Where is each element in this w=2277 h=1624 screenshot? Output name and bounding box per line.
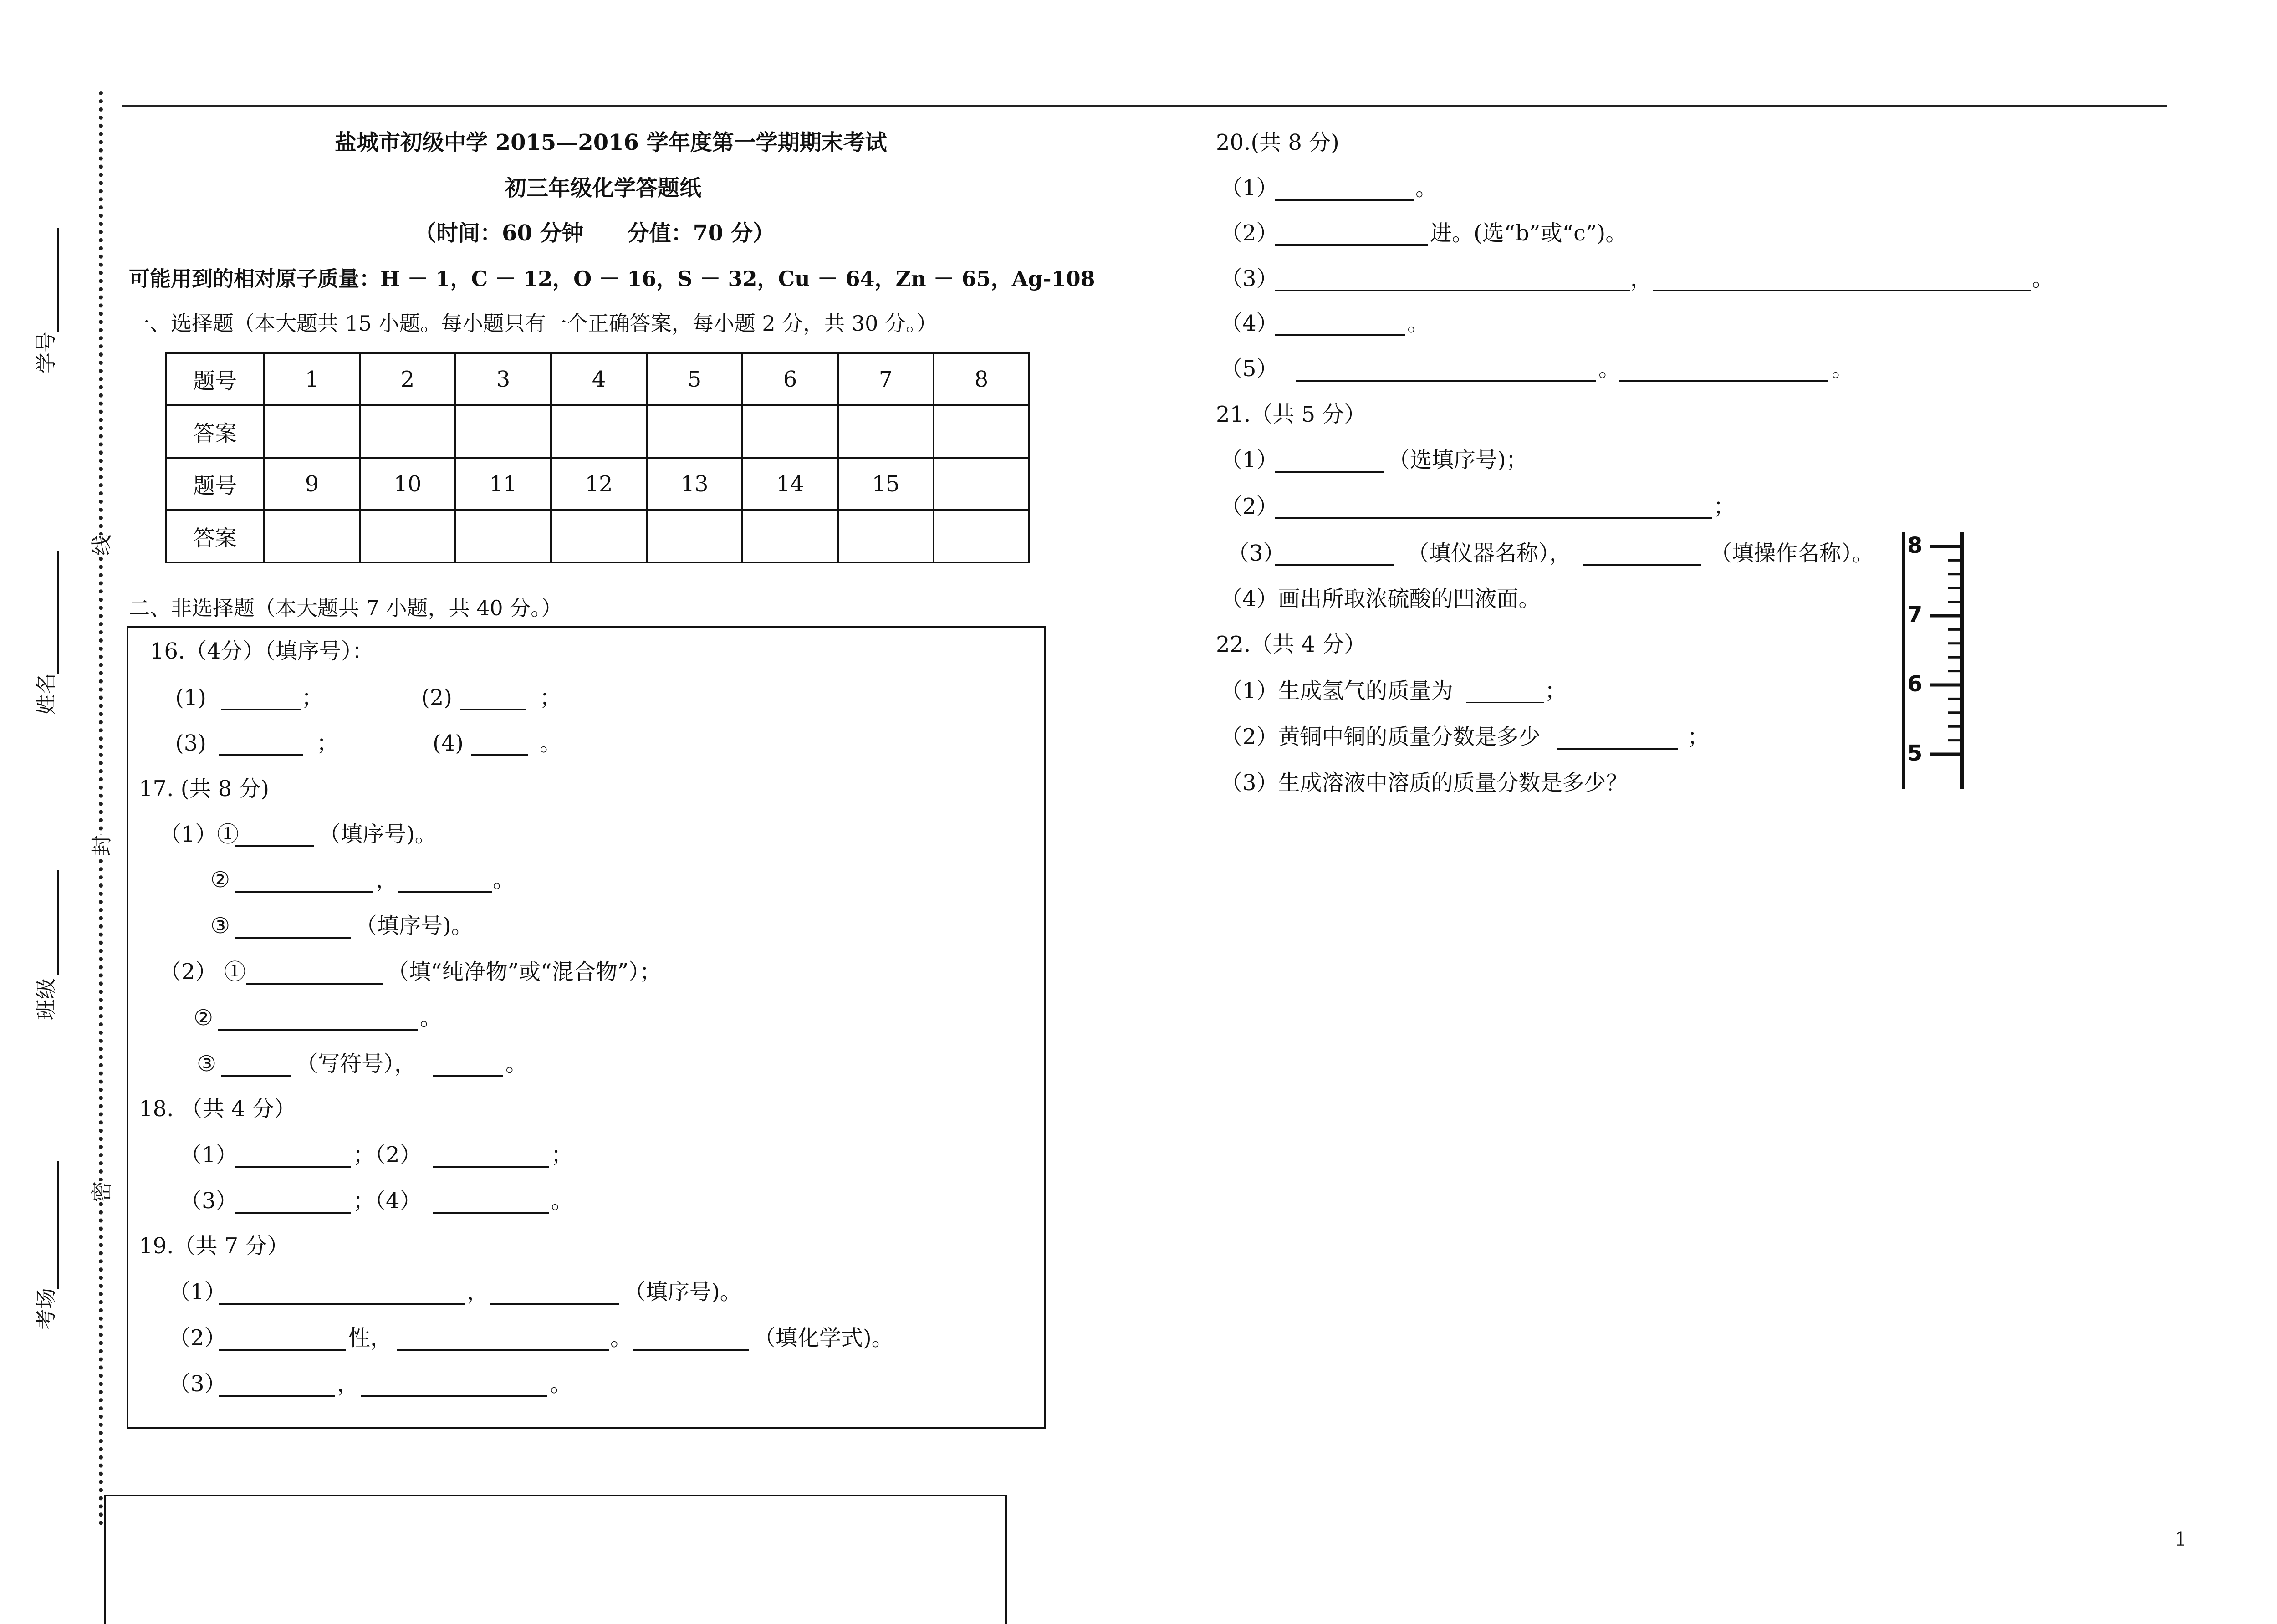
question-number: 3 bbox=[455, 353, 551, 405]
q16-part4-label: (4) bbox=[433, 730, 464, 756]
q19-l1-end: （填序号)。 bbox=[624, 1279, 742, 1305]
q20-title: 20.(共 8 分) bbox=[1216, 130, 1339, 155]
q20-l4-blank[interactable] bbox=[1275, 334, 1405, 336]
q20-l1-blank[interactable] bbox=[1275, 199, 1414, 201]
row-label: 题号 bbox=[166, 458, 264, 510]
q17-l5-end: 。 bbox=[420, 1005, 442, 1031]
q19-l1-blank-b[interactable] bbox=[490, 1303, 619, 1305]
q18-p4-label: ；（4） bbox=[353, 1188, 422, 1214]
tick-label: 7 bbox=[1907, 602, 1923, 628]
q21-l3-end: （填操作名称）。 bbox=[1710, 541, 1874, 566]
q18-p4-end: 。 bbox=[551, 1188, 573, 1214]
q21-l1-end: （选填序号)； bbox=[1388, 447, 1528, 473]
q17-l2-label: ② bbox=[210, 867, 230, 893]
q18-p4-blank[interactable] bbox=[433, 1212, 549, 1214]
q21-l1-blank[interactable] bbox=[1275, 471, 1384, 473]
name-field[interactable] bbox=[57, 551, 59, 674]
answer-cell[interactable] bbox=[742, 510, 838, 562]
q17-l1-end: （填序号)。 bbox=[319, 822, 437, 847]
class-field[interactable] bbox=[57, 870, 59, 975]
q16-part3-label: (3) bbox=[175, 730, 206, 756]
q17-title: 17. (共 8 分) bbox=[139, 776, 270, 802]
question-number: 13 bbox=[647, 458, 742, 510]
q19-l2-mid2: 。 bbox=[610, 1325, 633, 1351]
q16-part1-label: (1) bbox=[175, 685, 206, 710]
q17-l1-blank[interactable] bbox=[235, 845, 314, 847]
q21-l2-blank[interactable] bbox=[1275, 517, 1712, 519]
q17-l5-label: ② bbox=[194, 1005, 214, 1031]
q18-p3-blank[interactable] bbox=[235, 1212, 351, 1214]
q18-p2-end: ； bbox=[551, 1142, 573, 1168]
q17-l6-label: ③ bbox=[197, 1051, 217, 1077]
q22-l1-end: ； bbox=[1545, 678, 1567, 704]
q20-l2-blank[interactable] bbox=[1275, 244, 1428, 246]
q17-l2-blank-a[interactable] bbox=[235, 891, 373, 893]
atomic-mass-note: 可能用到的相对原子质量：H － 1，C － 12，O － 16，S － 32，Cu － 64，Zn － 65，Ag-108 bbox=[129, 266, 1095, 291]
class-label: 班级 bbox=[34, 978, 58, 1020]
q16-part2-label: (2) bbox=[421, 685, 452, 710]
q19-l1-mid: ， bbox=[467, 1279, 489, 1305]
row-label: 题号 bbox=[166, 353, 264, 405]
table-row bbox=[166, 405, 1029, 458]
tick-label: 5 bbox=[1907, 741, 1923, 766]
q21-l2-label: （2） bbox=[1220, 494, 1278, 519]
answer-cell[interactable] bbox=[455, 510, 551, 562]
q17-l5-blank[interactable] bbox=[218, 1029, 418, 1031]
graduated-cylinder-scale bbox=[1894, 528, 1972, 792]
question-number: 9 bbox=[264, 458, 360, 510]
q21-title: 21.（共 5 分） bbox=[1216, 402, 1366, 427]
q21-l2-end: ； bbox=[1713, 494, 1736, 519]
tick-label: 6 bbox=[1907, 671, 1923, 697]
q16-part2-blank[interactable] bbox=[460, 709, 526, 710]
q18-p1-blank[interactable] bbox=[235, 1166, 351, 1168]
q20-l2-end: 进。(选“b”或“c”)。 bbox=[1430, 220, 1628, 246]
q21-l3-blank-b[interactable] bbox=[1583, 564, 1701, 566]
q18-p2-label: ；（2） bbox=[353, 1142, 422, 1168]
q18-p1-label: （1） bbox=[180, 1142, 238, 1168]
table-row bbox=[166, 458, 1029, 510]
q19-l2-blank-a[interactable] bbox=[219, 1349, 346, 1351]
student-id-field[interactable] bbox=[57, 228, 59, 332]
answer-cell[interactable] bbox=[551, 405, 647, 458]
question-number bbox=[934, 458, 1029, 510]
answer-cell[interactable] bbox=[264, 405, 360, 458]
q16-part4-end: 。 bbox=[540, 730, 562, 756]
q20-l4-label: （4） bbox=[1220, 311, 1278, 336]
seal-line-label: 线 bbox=[89, 535, 114, 556]
answer-cell[interactable] bbox=[455, 405, 551, 458]
q22-l3-text: （3）生成溶液中溶质的质量分数是多少？ bbox=[1220, 770, 1628, 796]
question-number: 14 bbox=[742, 458, 838, 510]
q19-l2-blank-b[interactable] bbox=[397, 1349, 609, 1351]
answer-cell[interactable] bbox=[934, 510, 1029, 562]
q20-l3-label: （3） bbox=[1220, 266, 1278, 291]
q16-part3-end: ； bbox=[317, 730, 339, 756]
q20-l1-label: （1） bbox=[1220, 175, 1278, 201]
answer-cell[interactable] bbox=[264, 510, 360, 562]
answer-cell[interactable] bbox=[551, 510, 647, 562]
answer-cell[interactable] bbox=[838, 510, 934, 562]
q19-l2-mid1: 性， bbox=[348, 1325, 393, 1351]
q16-part3-blank[interactable] bbox=[219, 754, 303, 756]
q20-l1-end: 。 bbox=[1415, 175, 1438, 201]
q19-l2-blank-c[interactable] bbox=[633, 1349, 749, 1351]
answer-cell[interactable] bbox=[360, 510, 455, 562]
question-number: 2 bbox=[360, 353, 455, 405]
q19-l3-mid: ， bbox=[337, 1371, 359, 1397]
q17-l3-blank[interactable] bbox=[235, 937, 351, 939]
q22-l1-blank[interactable] bbox=[1466, 702, 1544, 703]
answer-cell[interactable] bbox=[934, 405, 1029, 458]
question-number: 15 bbox=[838, 458, 934, 510]
q16-part1-blank[interactable] bbox=[221, 709, 301, 710]
q19-title: 19.（共 7 分） bbox=[139, 1233, 289, 1259]
q17-l2-end: 。 bbox=[493, 867, 515, 893]
q17-l4-blank[interactable] bbox=[246, 983, 383, 985]
q22-l2-blank[interactable] bbox=[1557, 748, 1678, 750]
question-number: 6 bbox=[742, 353, 838, 405]
seal-seal-label: 封 bbox=[89, 835, 114, 856]
q17-l6-end: 。 bbox=[505, 1051, 528, 1077]
section2-heading: 二、非选择题（本大题共 7 小题，共 40 分。） bbox=[129, 596, 562, 620]
q17-l6-blank-b[interactable] bbox=[433, 1075, 503, 1077]
table-row bbox=[166, 510, 1029, 562]
q16-title: 16.（4分）（填序号）： bbox=[150, 638, 374, 664]
student-id-label: 学号 bbox=[34, 332, 58, 373]
row-label: 答案 bbox=[166, 510, 264, 562]
table-row bbox=[166, 353, 1029, 405]
page-number: 1 bbox=[2175, 1528, 2187, 1550]
q16-part4-blank[interactable] bbox=[471, 754, 528, 756]
q17-l6-blank-a[interactable] bbox=[221, 1075, 291, 1077]
question-number: 8 bbox=[934, 353, 1029, 405]
answer-cell[interactable] bbox=[647, 510, 742, 562]
q18-p3-label: （3） bbox=[180, 1188, 238, 1214]
q22-l2-end: ； bbox=[1687, 724, 1710, 750]
q19-l3-blank-a[interactable] bbox=[219, 1395, 335, 1397]
exam-title: 盐城市初级中学 2015—2016 学年度第一学期期末考试 bbox=[335, 130, 887, 155]
q20-l4-end: 。 bbox=[1407, 311, 1430, 336]
exam-subtitle: 初三年级化学答题纸 bbox=[505, 175, 702, 201]
q18-p2-blank[interactable] bbox=[433, 1166, 549, 1168]
q16-part2-end: ； bbox=[540, 685, 562, 710]
question-number: 4 bbox=[551, 353, 647, 405]
q21-l3-mid: （填仪器名称）， bbox=[1407, 541, 1572, 566]
cylinder-scale-svg bbox=[1894, 528, 1972, 792]
question-number: 11 bbox=[455, 458, 551, 510]
q16-part1-end: ； bbox=[301, 685, 324, 710]
exam-room-label: 考场 bbox=[34, 1288, 58, 1330]
bottom-answer-box[interactable] bbox=[104, 1495, 1007, 1624]
question-number: 10 bbox=[360, 458, 455, 510]
q17-l6-mid: （写符号）， bbox=[296, 1051, 417, 1077]
q20-l3-blank-a[interactable] bbox=[1275, 290, 1630, 291]
question-number: 7 bbox=[838, 353, 934, 405]
q20-l3-blank-b[interactable] bbox=[1653, 290, 2031, 291]
exam-room-field[interactable] bbox=[57, 1161, 59, 1289]
q17-l3-label: ③ bbox=[210, 913, 230, 939]
question-number: 1 bbox=[264, 353, 360, 405]
q20-l5-mid: 。 bbox=[1598, 356, 1621, 382]
binding-dotted-line bbox=[99, 91, 103, 1526]
q22-l2-label: （2）黄铜中铜的质量分数是多少 bbox=[1220, 724, 1541, 750]
q19-l3-blank-b[interactable] bbox=[361, 1395, 547, 1397]
q20-l5-blank-a[interactable] bbox=[1296, 380, 1596, 382]
question-number: 12 bbox=[551, 458, 647, 510]
seal-secret-label: 密 bbox=[89, 1181, 114, 1202]
q21-l3-label: （3） bbox=[1227, 541, 1285, 566]
q21-l4-text: （4）画出所取浓硫酸的凹液面。 bbox=[1220, 586, 1541, 612]
answer-table bbox=[165, 352, 1030, 563]
q20-l3-end: 。 bbox=[2032, 266, 2054, 291]
q17-l1-label: （1）① bbox=[159, 822, 239, 847]
q22-l1-label: （1）生成氢气的质量为 bbox=[1220, 678, 1453, 704]
q19-l3-end: 。 bbox=[550, 1371, 572, 1397]
q20-l5-end: 。 bbox=[1832, 356, 1854, 382]
answer-cell[interactable] bbox=[647, 405, 742, 458]
q22-title: 22.（共 4 分） bbox=[1216, 632, 1366, 657]
question-number: 5 bbox=[647, 353, 742, 405]
q19-l2-label: （2） bbox=[168, 1325, 226, 1351]
row-label: 答案 bbox=[166, 405, 264, 458]
q21-l3-blank-a[interactable] bbox=[1275, 564, 1394, 566]
top-rule bbox=[122, 105, 2167, 107]
q20-l5-blank-b[interactable] bbox=[1619, 380, 1828, 382]
tick-label: 8 bbox=[1907, 533, 1923, 558]
section1-heading: 一、选择题（本大题共 15 小题。每小题只有一个正确答案，每小题 2 分，共 30 分。） bbox=[129, 311, 938, 336]
name-label: 姓名 bbox=[34, 673, 58, 715]
answer-cell[interactable] bbox=[742, 405, 838, 458]
q18-title: 18. （共 4 分） bbox=[139, 1096, 296, 1122]
q19-l2-end: （填化学式)。 bbox=[754, 1325, 893, 1351]
q17-l4-label: （2） ① bbox=[159, 959, 246, 985]
time-score: （时间：60 分钟 分值：70 分） bbox=[414, 220, 775, 246]
q17-l2-blank-b[interactable] bbox=[398, 891, 492, 893]
answer-cell[interactable] bbox=[838, 405, 934, 458]
q17-l2-mid: ， bbox=[376, 867, 398, 893]
q19-l1-label: （1） bbox=[168, 1279, 226, 1305]
q20-l5-label: （5） bbox=[1220, 356, 1278, 382]
q20-l2-label: （2） bbox=[1220, 220, 1278, 246]
q19-l1-blank-a[interactable] bbox=[219, 1303, 465, 1305]
q19-l3-label: （3） bbox=[168, 1371, 226, 1397]
section2-box bbox=[127, 626, 1046, 1429]
answer-cell[interactable] bbox=[360, 405, 455, 458]
q17-l3-end: （填序号)。 bbox=[355, 913, 473, 939]
q17-l4-end: （填“纯净物”或“混合物”）； bbox=[387, 959, 662, 985]
q21-l1-label: （1） bbox=[1220, 447, 1278, 473]
q20-l3-mid: ， bbox=[1630, 266, 1653, 291]
